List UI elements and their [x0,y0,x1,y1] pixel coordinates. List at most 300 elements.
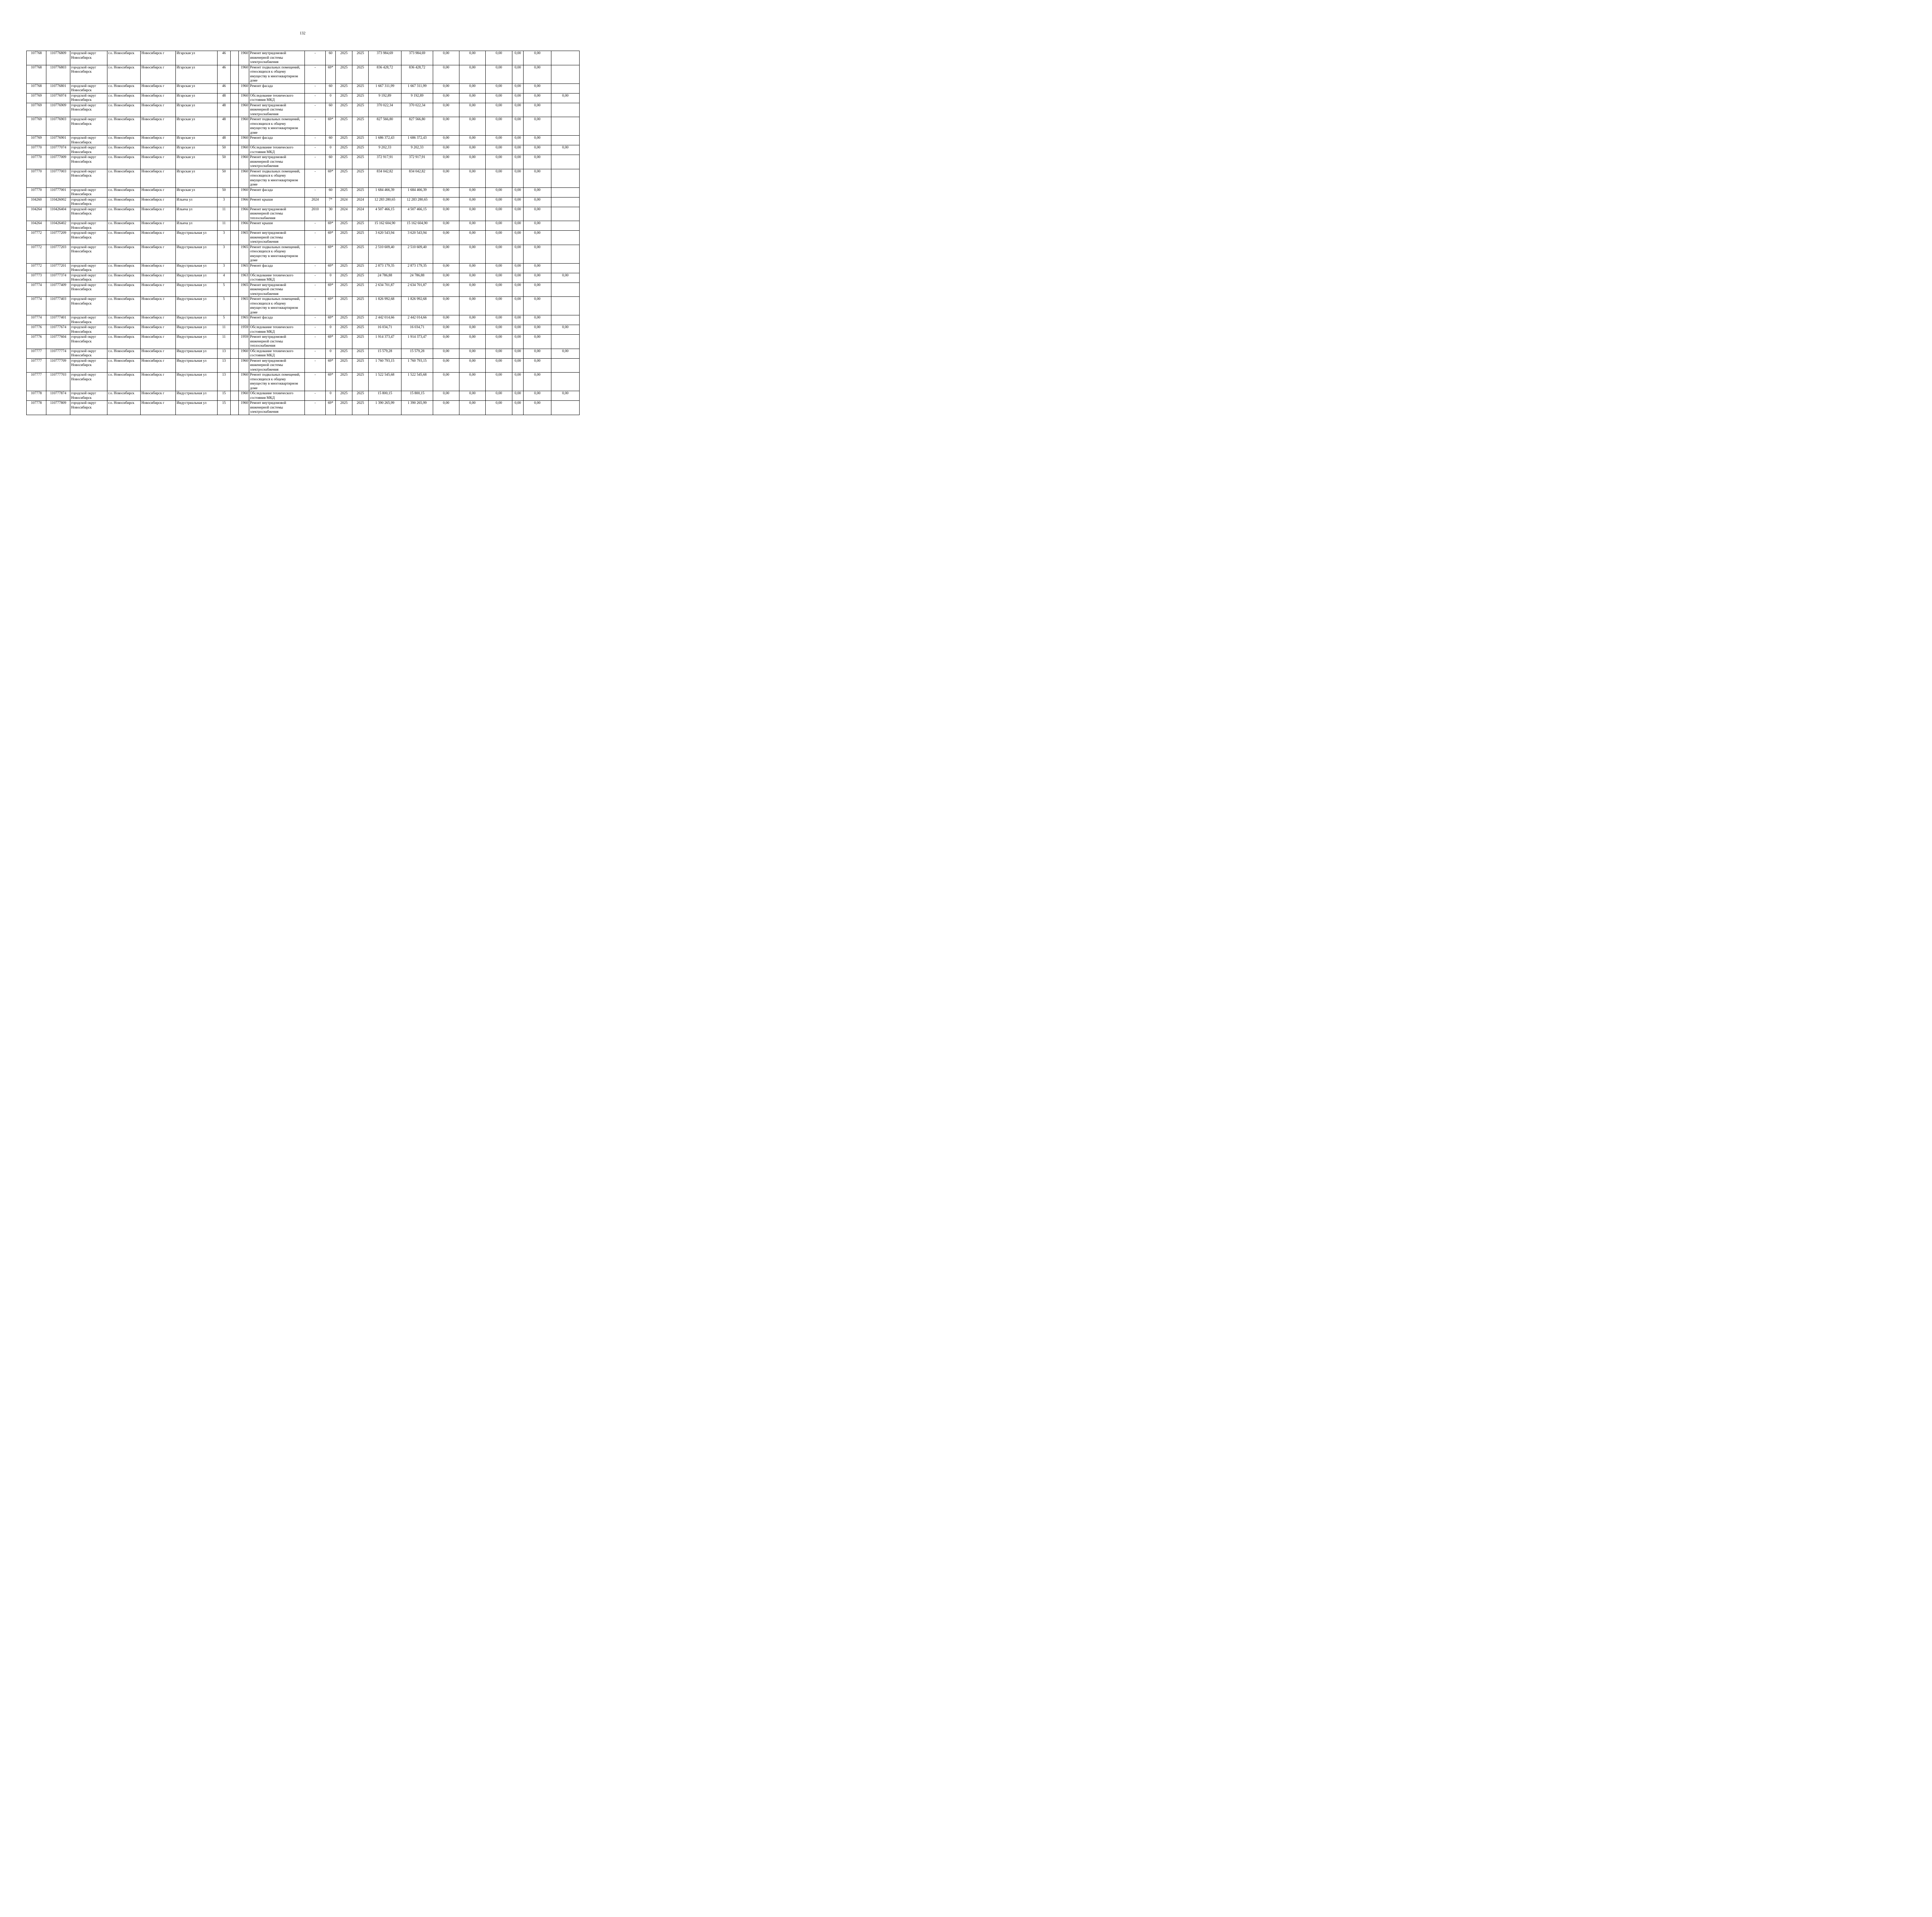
cell-cost-col-6: 0,00 [512,117,524,136]
cell-record-id: 110426402 [46,221,70,231]
cell-record-id: 110777604 [46,335,70,349]
cell-cost-col-3: 0,00 [433,207,459,221]
cell-plan-start-year: 2025 [336,325,352,335]
cell-regional-fund-cost: 1 522 545,68 [401,373,433,391]
cell-cost-col-7: 0,00 [524,221,551,231]
cell-district: г.о. Новосибирск [107,207,141,221]
cell-street: Игарская ул [176,51,218,65]
cell-city: Новосибирск г [141,391,176,401]
cell-work-type: Ремонт фасада [249,315,305,325]
cell-cost-col-6: 0,00 [512,335,524,349]
cell-cost-col-7: 0,00 [524,83,551,93]
cell-plan-start-year: 2025 [336,335,352,349]
cell-municipality: городской округ Новосибирск [70,283,107,297]
cell-cost-col-5: 0,00 [486,103,512,117]
cell-regional-fund-cost: 16 034,71 [401,325,433,335]
cell-cost-col-7: 0,00 [524,231,551,245]
cell-cost-col-4: 0,00 [459,245,486,263]
cell-building [231,349,239,358]
cell-district: г.о. Новосибирск [107,391,141,401]
cell-house-id: 107772 [27,245,46,263]
cell-house-id: 107776 [27,335,46,349]
cell-plan-end-year: 2025 [352,349,369,358]
cell-total-cost: 1 667 311,99 [369,83,401,93]
cell-plan-end-year: 2025 [352,245,369,263]
cell-municipality: городской округ Новосибирск [70,117,107,136]
cell-cost-col-8: 0,00 [551,349,580,358]
cell-cost-col-7: 0,00 [524,197,551,207]
cell-street: Игарская ул [176,187,218,197]
cell-cost-col-8 [551,207,580,221]
cell-work-type: Ремонт внутридомовой инженерной системы электроснабжения [249,231,305,245]
cell-cost-col-5: 0,00 [486,207,512,221]
cell-building [231,297,239,315]
cell-service-life: 69* [326,231,336,245]
cell-district: г.о. Новосибирск [107,373,141,391]
cell-house-number: 15 [218,391,231,401]
cell-municipality: городской округ Новосибирск [70,136,107,145]
cell-plan-end-year: 2025 [352,231,369,245]
cell-house-number: 46 [218,51,231,65]
cell-cost-col-5: 0,00 [486,273,512,283]
cell-work-type: Ремонт подвальных помещений, относящихся к общему имуществу в многоквартирном доме [249,245,305,263]
cell-regional-fund-cost: 2 634 701,87 [401,283,433,297]
cell-plan-end-year: 2025 [352,263,369,273]
cell-last-repair-year: - [305,51,326,65]
cell-building [231,51,239,65]
cell-record-id: 110776901 [46,136,70,145]
cell-service-life: 0 [326,145,336,155]
cell-regional-fund-cost: 827 566,80 [401,117,433,136]
cell-house-id: 104264 [27,207,46,221]
cell-year-built: 1965 [239,245,249,263]
cell-cost-col-4: 0,00 [459,315,486,325]
cell-house-number: 11 [218,207,231,221]
cell-house-number: 5 [218,283,231,297]
cell-plan-start-year: 2024 [336,197,352,207]
cell-record-id: 110777401 [46,315,70,325]
cell-service-life: 69* [326,263,336,273]
cell-street: Индустриальная ул [176,263,218,273]
cell-cost-col-6: 0,00 [512,231,524,245]
cell-year-built: 1965 [239,297,249,315]
cell-street: Игарская ул [176,93,218,103]
table-row [27,401,580,415]
cell-cost-col-5: 0,00 [486,197,512,207]
cell-record-id: 110426002 [46,197,70,207]
cell-cost-col-4: 0,00 [459,103,486,117]
cell-street: Индустриальная ул [176,231,218,245]
cell-municipality: городской округ Новосибирск [70,373,107,391]
cell-cost-col-3: 0,00 [433,335,459,349]
table-row [27,325,580,335]
cell-municipality: городской округ Новосибирск [70,221,107,231]
cell-plan-start-year: 2025 [336,136,352,145]
table-row [27,117,580,136]
cell-house-number: 3 [218,263,231,273]
cell-house-id: 104260 [27,197,46,207]
cell-house-id: 107769 [27,136,46,145]
cell-cost-col-5: 0,00 [486,51,512,65]
cell-work-type: Ремонт внутридомовой инженерной системы теплоснабжения [249,335,305,349]
cell-house-number: 50 [218,155,231,169]
cell-building [231,315,239,325]
cell-cost-col-7: 0,00 [524,401,551,415]
cell-cost-col-7: 0,00 [524,391,551,401]
cell-regional-fund-cost: 4 507 466,15 [401,207,433,221]
cell-cost-col-4: 0,00 [459,155,486,169]
cell-house-id: 107774 [27,297,46,315]
cell-plan-end-year: 2025 [352,401,369,415]
cell-cost-col-7: 0,00 [524,93,551,103]
table-row [27,349,580,358]
cell-year-built: 1966 [239,197,249,207]
cell-year-built: 1965 [239,263,249,273]
cell-plan-start-year: 2025 [336,349,352,358]
cell-total-cost: 372 917,91 [369,155,401,169]
cell-cost-col-8 [551,358,580,373]
cell-district: г.о. Новосибирск [107,263,141,273]
cell-cost-col-8 [551,231,580,245]
cell-total-cost: 836 428,72 [369,65,401,83]
cell-service-life: 60 [326,187,336,197]
cell-cost-col-7: 0,00 [524,169,551,187]
cell-cost-col-8 [551,155,580,169]
cell-total-cost: 15 579,28 [369,349,401,358]
cell-cost-col-8 [551,83,580,93]
cell-regional-fund-cost: 9 202,33 [401,145,433,155]
cell-cost-col-6: 0,00 [512,83,524,93]
cell-municipality: городской округ Новосибирск [70,207,107,221]
cell-service-life: 0 [326,349,336,358]
cell-record-id: 110777001 [46,187,70,197]
cell-district: г.о. Новосибирск [107,283,141,297]
cell-house-id: 107770 [27,155,46,169]
cell-building [231,117,239,136]
cell-year-built: 1960 [239,187,249,197]
cell-cost-col-5: 0,00 [486,349,512,358]
cell-city: Новосибирск г [141,297,176,315]
cell-work-type: Ремонт внутридомовой инженерной системы электроснабжения [249,103,305,117]
cell-house-id: 107770 [27,169,46,187]
cell-plan-start-year: 2025 [336,221,352,231]
cell-cost-col-6: 0,00 [512,358,524,373]
cell-cost-col-7: 0,00 [524,283,551,297]
cell-cost-col-7: 0,00 [524,103,551,117]
cell-cost-col-3: 0,00 [433,221,459,231]
cell-district: г.о. Новосибирск [107,325,141,335]
cell-service-life: 69* [326,221,336,231]
cell-cost-col-6: 0,00 [512,283,524,297]
cell-cost-col-8: 0,00 [551,391,580,401]
cell-cost-col-8: 0,00 [551,273,580,283]
cell-work-type: Ремонт внутридомовой инженерной системы электроснабжения [249,155,305,169]
table-row [27,207,580,221]
cell-building [231,65,239,83]
cell-plan-start-year: 2025 [336,187,352,197]
cell-total-cost: 16 034,71 [369,325,401,335]
cell-record-id: 110777809 [46,401,70,415]
cell-city: Новосибирск г [141,373,176,391]
cell-cost-col-6: 0,00 [512,373,524,391]
cell-regional-fund-cost: 2 510 609,40 [401,245,433,263]
cell-city: Новосибирск г [141,187,176,197]
cell-work-type: Ремонт подвальных помещений, относящихся к общему имуществу в многоквартирном доме [249,297,305,315]
cell-city: Новосибирск г [141,263,176,273]
cell-cost-col-4: 0,00 [459,93,486,103]
cell-city: Новосибирск г [141,169,176,187]
cell-cost-col-4: 0,00 [459,65,486,83]
cell-municipality: городской округ Новосибирск [70,263,107,273]
cell-cost-col-4: 0,00 [459,273,486,283]
cell-cost-col-4: 0,00 [459,263,486,273]
cell-city: Новосибирск г [141,145,176,155]
cell-building [231,263,239,273]
cell-cost-col-8 [551,65,580,83]
cell-record-id: 110777009 [46,155,70,169]
cell-work-type: Ремонт фасада [249,263,305,273]
cell-district: г.о. Новосибирск [107,136,141,145]
cell-record-id: 110777003 [46,169,70,187]
cell-building [231,358,239,373]
cell-last-repair-year: - [305,401,326,415]
cell-district: г.о. Новосибирск [107,83,141,93]
cell-street: Игарская ул [176,103,218,117]
cell-plan-end-year: 2025 [352,187,369,197]
cell-cost-col-6: 0,00 [512,197,524,207]
cell-plan-start-year: 2025 [336,297,352,315]
cell-house-id: 107769 [27,93,46,103]
cell-plan-end-year: 2025 [352,358,369,373]
cell-city: Новосибирск г [141,83,176,93]
cell-regional-fund-cost: 373 984,69 [401,51,433,65]
cell-plan-end-year: 2025 [352,373,369,391]
cell-street: Игарская ул [176,136,218,145]
cell-house-number: 15 [218,401,231,415]
cell-total-cost: 2 634 701,87 [369,283,401,297]
cell-municipality: городской округ Новосибирск [70,65,107,83]
cell-service-life: 69* [326,117,336,136]
cell-plan-start-year: 2024 [336,207,352,221]
cell-year-built: 1959 [239,335,249,349]
cell-building [231,83,239,93]
cell-year-built: 1960 [239,117,249,136]
cell-cost-col-8 [551,245,580,263]
cell-building [231,155,239,169]
cell-cost-col-6: 0,00 [512,65,524,83]
cell-total-cost: 9 202,33 [369,145,401,155]
cell-cost-col-8 [551,117,580,136]
cell-municipality: городской округ Новосибирск [70,103,107,117]
cell-year-built: 1960 [239,83,249,93]
cell-municipality: городской округ Новосибирск [70,401,107,415]
cell-house-id: 107777 [27,349,46,358]
cell-last-repair-year: - [305,315,326,325]
cell-house-id: 107776 [27,325,46,335]
cell-house-id: 107777 [27,358,46,373]
cell-cost-col-5: 0,00 [486,155,512,169]
cell-cost-col-5: 0,00 [486,231,512,245]
cell-total-cost: 1 390 265,99 [369,401,401,415]
cell-street: Игарская ул [176,169,218,187]
cell-cost-col-5: 0,00 [486,145,512,155]
cell-building [231,335,239,349]
cell-house-number: 11 [218,221,231,231]
cell-plan-end-year: 2025 [352,83,369,93]
cell-plan-end-year: 2024 [352,197,369,207]
table-row [27,155,580,169]
cell-plan-end-year: 2025 [352,169,369,187]
cell-cost-col-5: 0,00 [486,83,512,93]
cell-plan-start-year: 2025 [336,273,352,283]
cell-cost-col-8: 0,00 [551,145,580,155]
cell-cost-col-5: 0,00 [486,221,512,231]
cell-municipality: городской округ Новосибирск [70,391,107,401]
cell-cost-col-6: 0,00 [512,315,524,325]
cell-regional-fund-cost: 1 684 466,39 [401,187,433,197]
cell-total-cost: 15 800,15 [369,391,401,401]
cell-plan-end-year: 2025 [352,155,369,169]
table-row [27,136,580,145]
cell-cost-col-7: 0,00 [524,315,551,325]
cell-cost-col-6: 0,00 [512,145,524,155]
cell-cost-col-3: 0,00 [433,187,459,197]
cell-municipality: городской округ Новосибирск [70,145,107,155]
cell-cost-col-6: 0,00 [512,391,524,401]
cell-city: Новосибирск г [141,136,176,145]
cell-year-built: 1959 [239,325,249,335]
cell-year-built: 1960 [239,65,249,83]
cell-record-id: 110777201 [46,263,70,273]
cell-year-built: 1966 [239,207,249,221]
cell-last-repair-year: - [305,65,326,83]
cell-city: Новосибирск г [141,93,176,103]
cell-cost-col-5: 0,00 [486,187,512,197]
cell-cost-col-6: 0,00 [512,349,524,358]
cell-service-life: 60 [326,103,336,117]
cell-district: г.о. Новосибирск [107,103,141,117]
cell-last-repair-year: - [305,187,326,197]
cell-cost-col-3: 0,00 [433,391,459,401]
cell-plan-start-year: 2025 [336,65,352,83]
cell-work-type: Обследование технического состояния МКД [249,145,305,155]
cell-record-id: 110777674 [46,325,70,335]
cell-cost-col-5: 0,00 [486,373,512,391]
cell-plan-start-year: 2025 [336,315,352,325]
cell-year-built: 1960 [239,51,249,65]
cell-work-type: Ремонт фасада [249,187,305,197]
cell-cost-col-6: 0,00 [512,93,524,103]
cell-house-number: 46 [218,83,231,93]
cell-cost-col-8 [551,51,580,65]
cell-regional-fund-cost: 1 826 992,68 [401,297,433,315]
cell-city: Новосибирск г [141,358,176,373]
cell-cost-col-4: 0,00 [459,187,486,197]
cell-municipality: городской округ Новосибирск [70,349,107,358]
cell-service-life: 30 [326,207,336,221]
table-row [27,263,580,273]
cell-district: г.о. Новосибирск [107,297,141,315]
cell-street: Игарская ул [176,155,218,169]
cell-regional-fund-cost: 1 914 373,47 [401,335,433,349]
cell-street: Ильича ул [176,197,218,207]
cell-regional-fund-cost: 15 579,28 [401,349,433,358]
cell-work-type: Ремонт подвальных помещений, относящихся к общему имуществу в многоквартирном доме [249,169,305,187]
cell-plan-end-year: 2024 [352,207,369,221]
cell-cost-col-7: 0,00 [524,349,551,358]
cell-cost-col-8 [551,263,580,273]
cell-house-id: 107772 [27,231,46,245]
cell-regional-fund-cost: 1 390 265,99 [401,401,433,415]
cell-service-life: 69* [326,283,336,297]
cell-cost-col-8 [551,401,580,415]
cell-cost-col-5: 0,00 [486,391,512,401]
cell-work-type: Ремонт фасада [249,83,305,93]
cell-cost-col-3: 0,00 [433,325,459,335]
cell-district: г.о. Новосибирск [107,221,141,231]
cell-cost-col-3: 0,00 [433,117,459,136]
cell-plan-start-year: 2025 [336,155,352,169]
cell-total-cost: 834 042,82 [369,169,401,187]
cell-cost-col-3: 0,00 [433,315,459,325]
cell-cost-col-6: 0,00 [512,297,524,315]
cell-year-built: 1960 [239,349,249,358]
cell-year-built: 1960 [239,401,249,415]
cell-plan-end-year: 2025 [352,283,369,297]
cell-cost-col-4: 0,00 [459,335,486,349]
table-row [27,83,580,93]
table-row [27,373,580,391]
cell-cost-col-8 [551,283,580,297]
cell-street: Игарская ул [176,65,218,83]
cell-cost-col-7: 0,00 [524,145,551,155]
table-row [27,197,580,207]
cell-work-type: Ремонт подвальных помещений, относящихся к общему имуществу в многоквартирном доме [249,117,305,136]
cell-house-id: 107770 [27,187,46,197]
cell-cost-col-5: 0,00 [486,65,512,83]
cell-last-repair-year: - [305,103,326,117]
cell-service-life: 69* [326,373,336,391]
table-row [27,245,580,263]
cell-district: г.о. Новосибирск [107,197,141,207]
cell-plan-start-year: 2025 [336,358,352,373]
cell-cost-col-6: 0,00 [512,263,524,273]
cell-municipality: городской округ Новосибирск [70,315,107,325]
cell-plan-start-year: 2025 [336,51,352,65]
cell-house-id: 107769 [27,117,46,136]
cell-building [231,325,239,335]
cell-cost-col-5: 0,00 [486,245,512,263]
cell-year-built: 1960 [239,155,249,169]
cell-plan-end-year: 2025 [352,103,369,117]
cell-regional-fund-cost: 372 917,91 [401,155,433,169]
cell-district: г.о. Новосибирск [107,315,141,325]
cell-record-id: 110776909 [46,103,70,117]
cell-cost-col-4: 0,00 [459,401,486,415]
cell-plan-end-year: 2025 [352,65,369,83]
cell-cost-col-4: 0,00 [459,83,486,93]
cell-cost-col-4: 0,00 [459,197,486,207]
cell-house-id: 107768 [27,83,46,93]
cell-work-type: Обследование технического состояния МКД [249,273,305,283]
cell-service-life: 0 [326,273,336,283]
cell-municipality: городской округ Новосибирск [70,273,107,283]
cell-work-type: Обследование технического состояния МКД [249,93,305,103]
cell-cost-col-3: 0,00 [433,231,459,245]
cell-last-repair-year: - [305,325,326,335]
cell-building [231,187,239,197]
cell-house-number: 48 [218,93,231,103]
